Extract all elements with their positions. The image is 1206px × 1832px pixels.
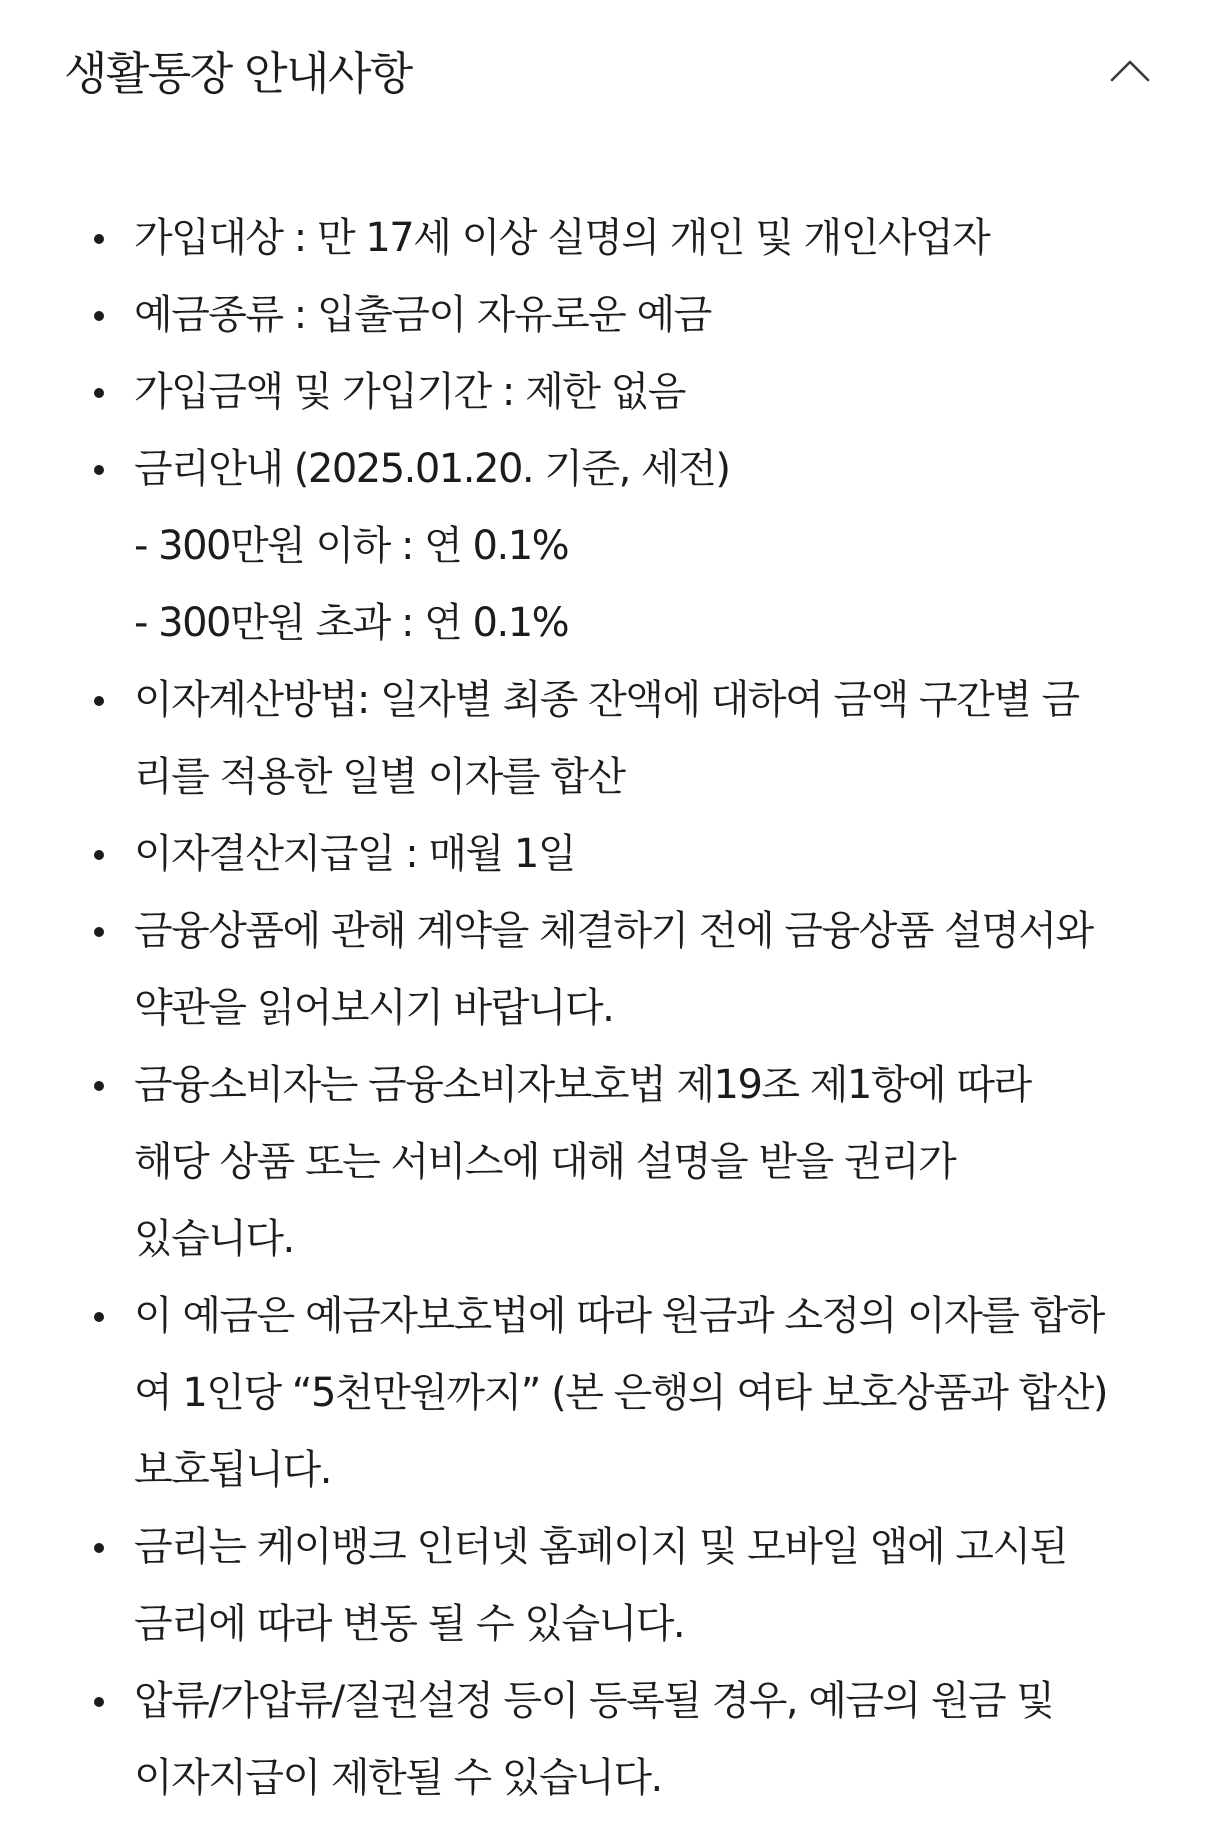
bullet-icon xyxy=(94,927,104,937)
notice-text-line: 금융소비자는 금융소비자보호법 제19조 제1항에 따라 xyxy=(134,1062,1031,1108)
notice-text-line: - 300만원 초과 : 연 0.1% xyxy=(134,600,569,646)
bullet-icon xyxy=(94,1543,104,1553)
bullet-icon xyxy=(94,696,104,706)
notice-item xyxy=(0,200,1206,277)
notice-text-line: 리를 적용한 일별 이자를 합산 xyxy=(134,754,625,800)
accordion-header[interactable] xyxy=(0,0,1206,150)
notice-item xyxy=(0,1047,1206,1278)
bullet-icon xyxy=(94,850,104,860)
bullet-icon xyxy=(94,311,104,321)
notice-item xyxy=(0,816,1206,893)
notice-list xyxy=(0,200,1206,1817)
notice-text-line: 금리안내 (2025.01.20. 기준, 세전) xyxy=(134,446,730,492)
bullet-icon xyxy=(94,234,104,244)
notice-text-line: 이자결산지급일 : 매월 1일 xyxy=(134,831,575,877)
notice-text-line: 보호됩니다. xyxy=(134,1447,331,1493)
notice-item xyxy=(0,662,1206,816)
notice-text-line: 해당 상품 또는 서비스에 대해 설명을 받을 권리가 xyxy=(134,1139,956,1185)
bullet-icon xyxy=(94,1081,104,1091)
notice-item xyxy=(0,1663,1206,1817)
bullet-icon xyxy=(94,1697,104,1707)
chevron-up-icon[interactable] xyxy=(1108,52,1152,88)
notice-item xyxy=(0,354,1206,431)
notice-item xyxy=(0,893,1206,1047)
notice-text-line: 압류/가압류/질권설정 등이 등록될 경우, 예금의 원금 및 xyxy=(134,1678,1054,1724)
bullet-icon xyxy=(94,465,104,475)
notice-text-line: 이자계산방법: 일자별 최종 잔액에 대하여 금액 구간별 금 xyxy=(134,677,1079,723)
notice-text-line: 여 1인당 “5천만원까지” (본 은행의 여타 보호상품과 합산) xyxy=(134,1370,1107,1416)
bullet-icon xyxy=(94,388,104,398)
notice-text-line: 가입금액 및 가입기간 : 제한 없음 xyxy=(134,369,685,415)
notice-text-line: 금융상품에 관해 계약을 체결하기 전에 금융상품 설명서와 xyxy=(134,908,1093,954)
notice-item xyxy=(0,1509,1206,1663)
notice-text-line: 금리는 케이뱅크 인터넷 홈페이지 및 모바일 앱에 고시된 xyxy=(134,1524,1067,1570)
notice-text-line: 이자지급이 제한될 수 있습니다. xyxy=(134,1755,662,1801)
section-title: 생활통장 안내사항 xyxy=(64,47,412,100)
notice-text-line: 이 예금은 예금자보호법에 따라 원금과 소정의 이자를 합하 xyxy=(134,1293,1104,1339)
notice-text-line: 예금종류 : 입출금이 자유로운 예금 xyxy=(134,292,711,338)
bullet-icon xyxy=(94,1312,104,1322)
notice-text-line: 약관을 읽어보시기 바랍니다. xyxy=(134,985,614,1031)
notice-text-line: 있습니다. xyxy=(134,1216,294,1262)
notice-text-line: - 300만원 이하 : 연 0.1% xyxy=(134,523,569,569)
notice-item xyxy=(0,431,1206,662)
notice-item xyxy=(0,1278,1206,1509)
notice-text-line: 가입대상 : 만 17세 이상 실명의 개인 및 개인사업자 xyxy=(134,215,990,261)
notice-item xyxy=(0,277,1206,354)
notice-text-line: 금리에 따라 변동 될 수 있습니다. xyxy=(134,1601,685,1647)
